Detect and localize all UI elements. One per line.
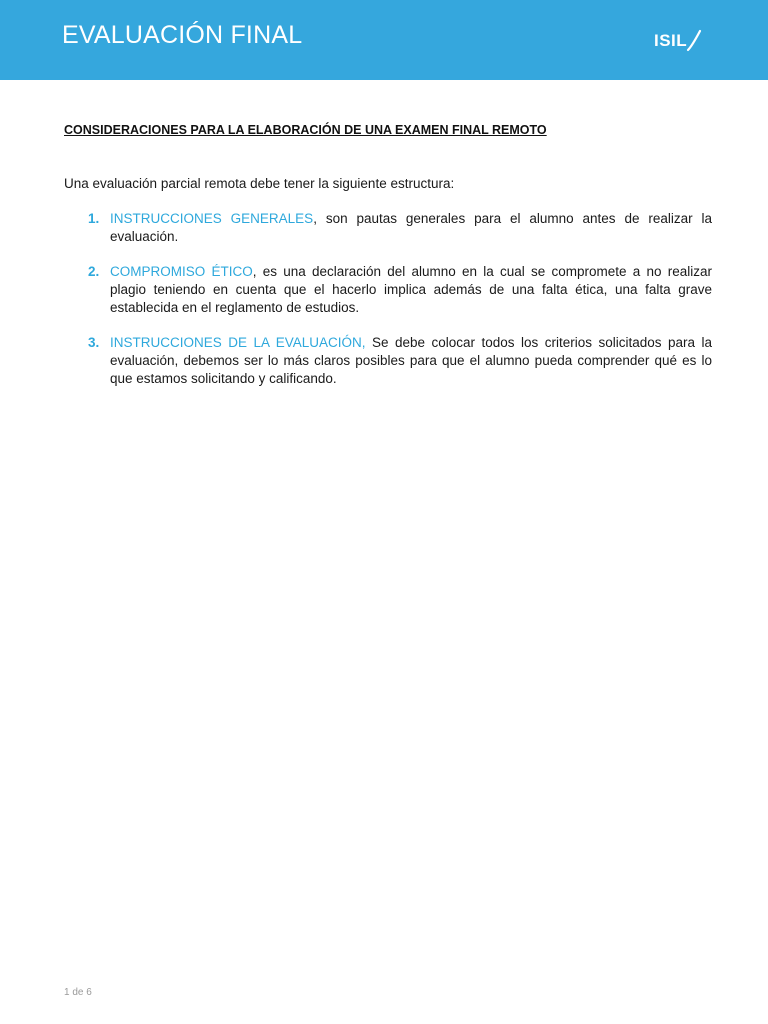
logo-text: ISIL — [654, 31, 688, 50]
list-item — [64, 263, 712, 317]
document-body — [64, 122, 712, 405]
logo-slash-icon — [686, 28, 702, 54]
item-text: , es una declaración del alumno en la cual se compromete a no realizar plagio teniendo en cuenta que el hacerlo implica además de una falta ética, una falta grave establecida en el reglamento de estudios. — [110, 264, 712, 315]
item-term: INSTRUCCIONES DE LA EVALUACIÓN, — [110, 335, 366, 350]
item-number: 3. — [88, 335, 100, 350]
item-term: INSTRUCCIONES GENERALES — [110, 211, 314, 226]
list-item — [64, 210, 712, 246]
list-item — [64, 334, 712, 388]
section-heading: CONSIDERACIONES PARA LA ELABORACIÓN DE UNA EXAMEN FINAL REMOTO — [64, 123, 547, 137]
item-text: Se debe colocar todos los criterios solicitados para la evaluación, debemos ser lo más claros posibles para que el alumno pueda comprender qué es lo que estamos solicitando y calificando. — [110, 335, 712, 386]
page-header — [0, 0, 768, 80]
item-number: 1. — [88, 211, 100, 226]
intro-paragraph: Una evaluación parcial remota debe tener la siguiente estructura: — [64, 176, 455, 191]
item-text: , son pautas generales para el alumno antes de realizar la evaluación. — [110, 211, 713, 244]
isil-logo — [654, 27, 702, 55]
criteria-list — [64, 210, 712, 388]
item-number: 2. — [88, 264, 100, 279]
page-title: EVALUACIÓN FINAL — [62, 21, 303, 49]
item-term: COMPROMISO ÉTICO — [110, 264, 253, 279]
page-indicator: 1 de 6 — [64, 987, 92, 998]
